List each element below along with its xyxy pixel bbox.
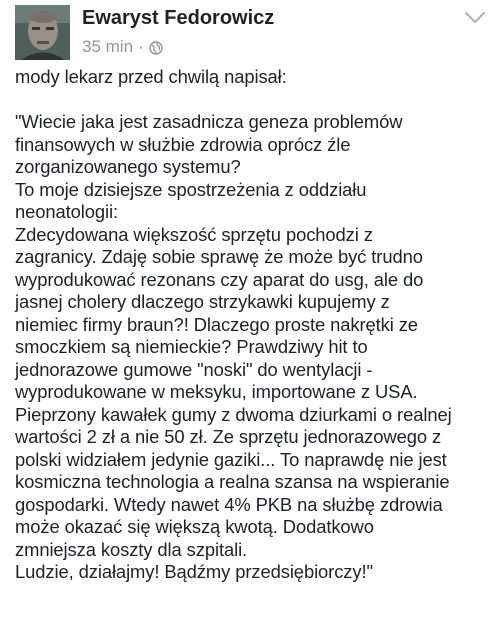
post-text-line: zmniejsza koszty dla szpitali.	[15, 538, 248, 560]
author-avatar[interactable]	[15, 5, 70, 60]
post-text-line: polski widziałem jedynie gaziki... To naprawdę nie jest	[15, 448, 447, 470]
post-time[interactable]: 35 min	[82, 37, 134, 56]
post-text-line: gospodarki. Wtedy nawet 4% PKB na służbę zdrowia	[15, 493, 443, 515]
post-meta	[82, 37, 163, 57]
post-text-line: jednorazowe gumowe "noski" do wentylacji -	[15, 358, 373, 380]
post-text-line: niemiec firmy braun?! Dlaczego proste nakrętki ze	[15, 313, 418, 335]
post-text-line: może okazać się większą kwotą. Dodatkowo	[15, 516, 374, 537]
avatar-photo	[15, 5, 70, 60]
post-text-line: wyprodukowane w meksyku, importowane z USA.	[15, 381, 418, 402]
post-header	[15, 5, 486, 65]
post-text-line: zagranicy. Zdaję sobie sprawę że może być trudno	[15, 246, 423, 267]
meta-separator: ·	[138, 37, 144, 56]
post-text-line: Zdecydowana większość sprzętu pochodzi z	[15, 223, 373, 245]
post-text-line: neonatologii:	[15, 201, 119, 222]
post-text-line: finansowych w służbie zdrowia oprócz źle	[15, 133, 351, 155]
post-text-line: mody lekarz przed chwilą napisał:	[15, 66, 287, 87]
post-text-line: wyprodukować rezonans czy aparat do usg, ale do	[15, 268, 424, 290]
post-text-line: Ludzie, działajmy! Bądźmy przedsiębiorczy!"	[15, 561, 373, 582]
post-text-line: zorganizowanego systemu?	[15, 156, 241, 177]
post-text-line: kosmiczna technologia a realna szansa na wspieranie	[15, 471, 450, 492]
post-text-line: wartości 2 zł a nie 50 zł. Ze sprzętu jednorazowego z	[15, 426, 442, 447]
author-name[interactable]: Ewaryst Fedorowicz	[82, 7, 275, 29]
post-text-line: smoczkiem są niemieckie? Prawdziwy hit to	[15, 336, 368, 357]
post-text-line: To moje dzisiejsze spostrzeżenia z oddziału	[15, 178, 367, 200]
post-text-line: "Wiecie jaka jest zasadnicza geneza problemów	[15, 111, 403, 132]
blank-line	[15, 89, 495, 112]
chevron-down-icon[interactable]	[464, 11, 486, 25]
post-text-line: Pieprzony kawałek gumy z dwoma dziurkami o realnej	[15, 403, 452, 425]
post-text-line: jasnej cholery dlaczego strzykawki kupujemy z	[15, 291, 390, 312]
post-text	[15, 66, 495, 584]
globe-icon[interactable]	[149, 40, 163, 54]
